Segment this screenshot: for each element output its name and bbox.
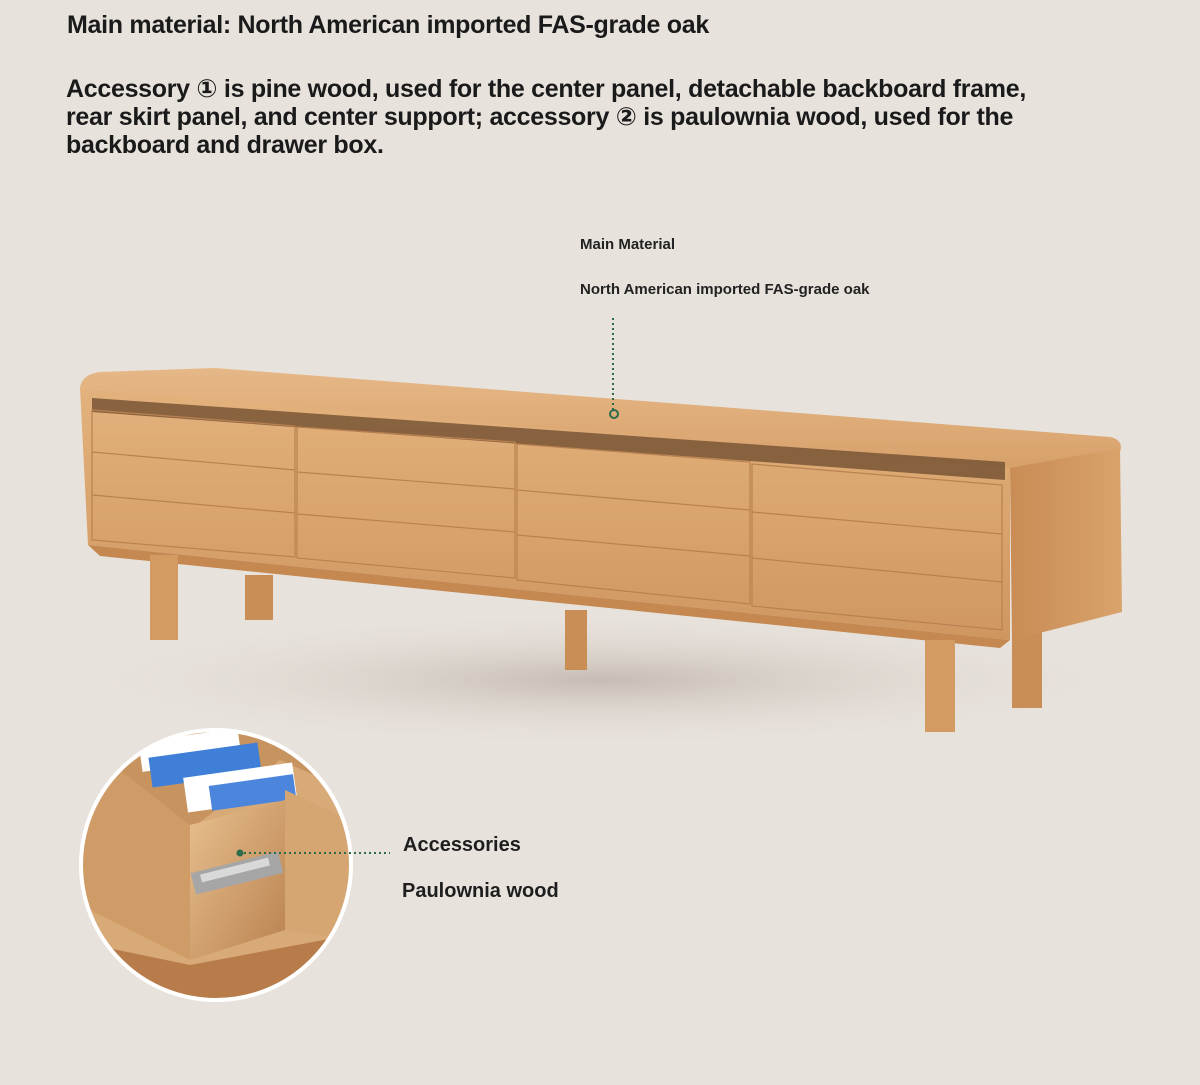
leg-front-left [150,555,178,640]
headline: Main material: North American imported FAS-grade oak [67,11,709,39]
leg-back-left [245,575,273,620]
leg-back-right [1012,630,1042,708]
material-description: Accessory ① is pine wood, used for the center panel, detachable backboard frame, rear skirt panel, and center support; accessory ② is paulownia wood, used for the backboard and drawer box. [66,75,1026,159]
zoom-circle [70,720,370,1020]
cabinet-side [1010,448,1122,640]
leg-back-center [565,610,587,670]
main-material-label: Main Material [580,236,676,253]
accessory-value: Paulownia wood [402,880,559,902]
accessory-callout-dot [237,850,244,857]
leg-front-right [925,640,955,732]
accessory-label: Accessories [403,834,521,856]
main-material-value: North American imported FAS-grade oak [580,281,870,298]
